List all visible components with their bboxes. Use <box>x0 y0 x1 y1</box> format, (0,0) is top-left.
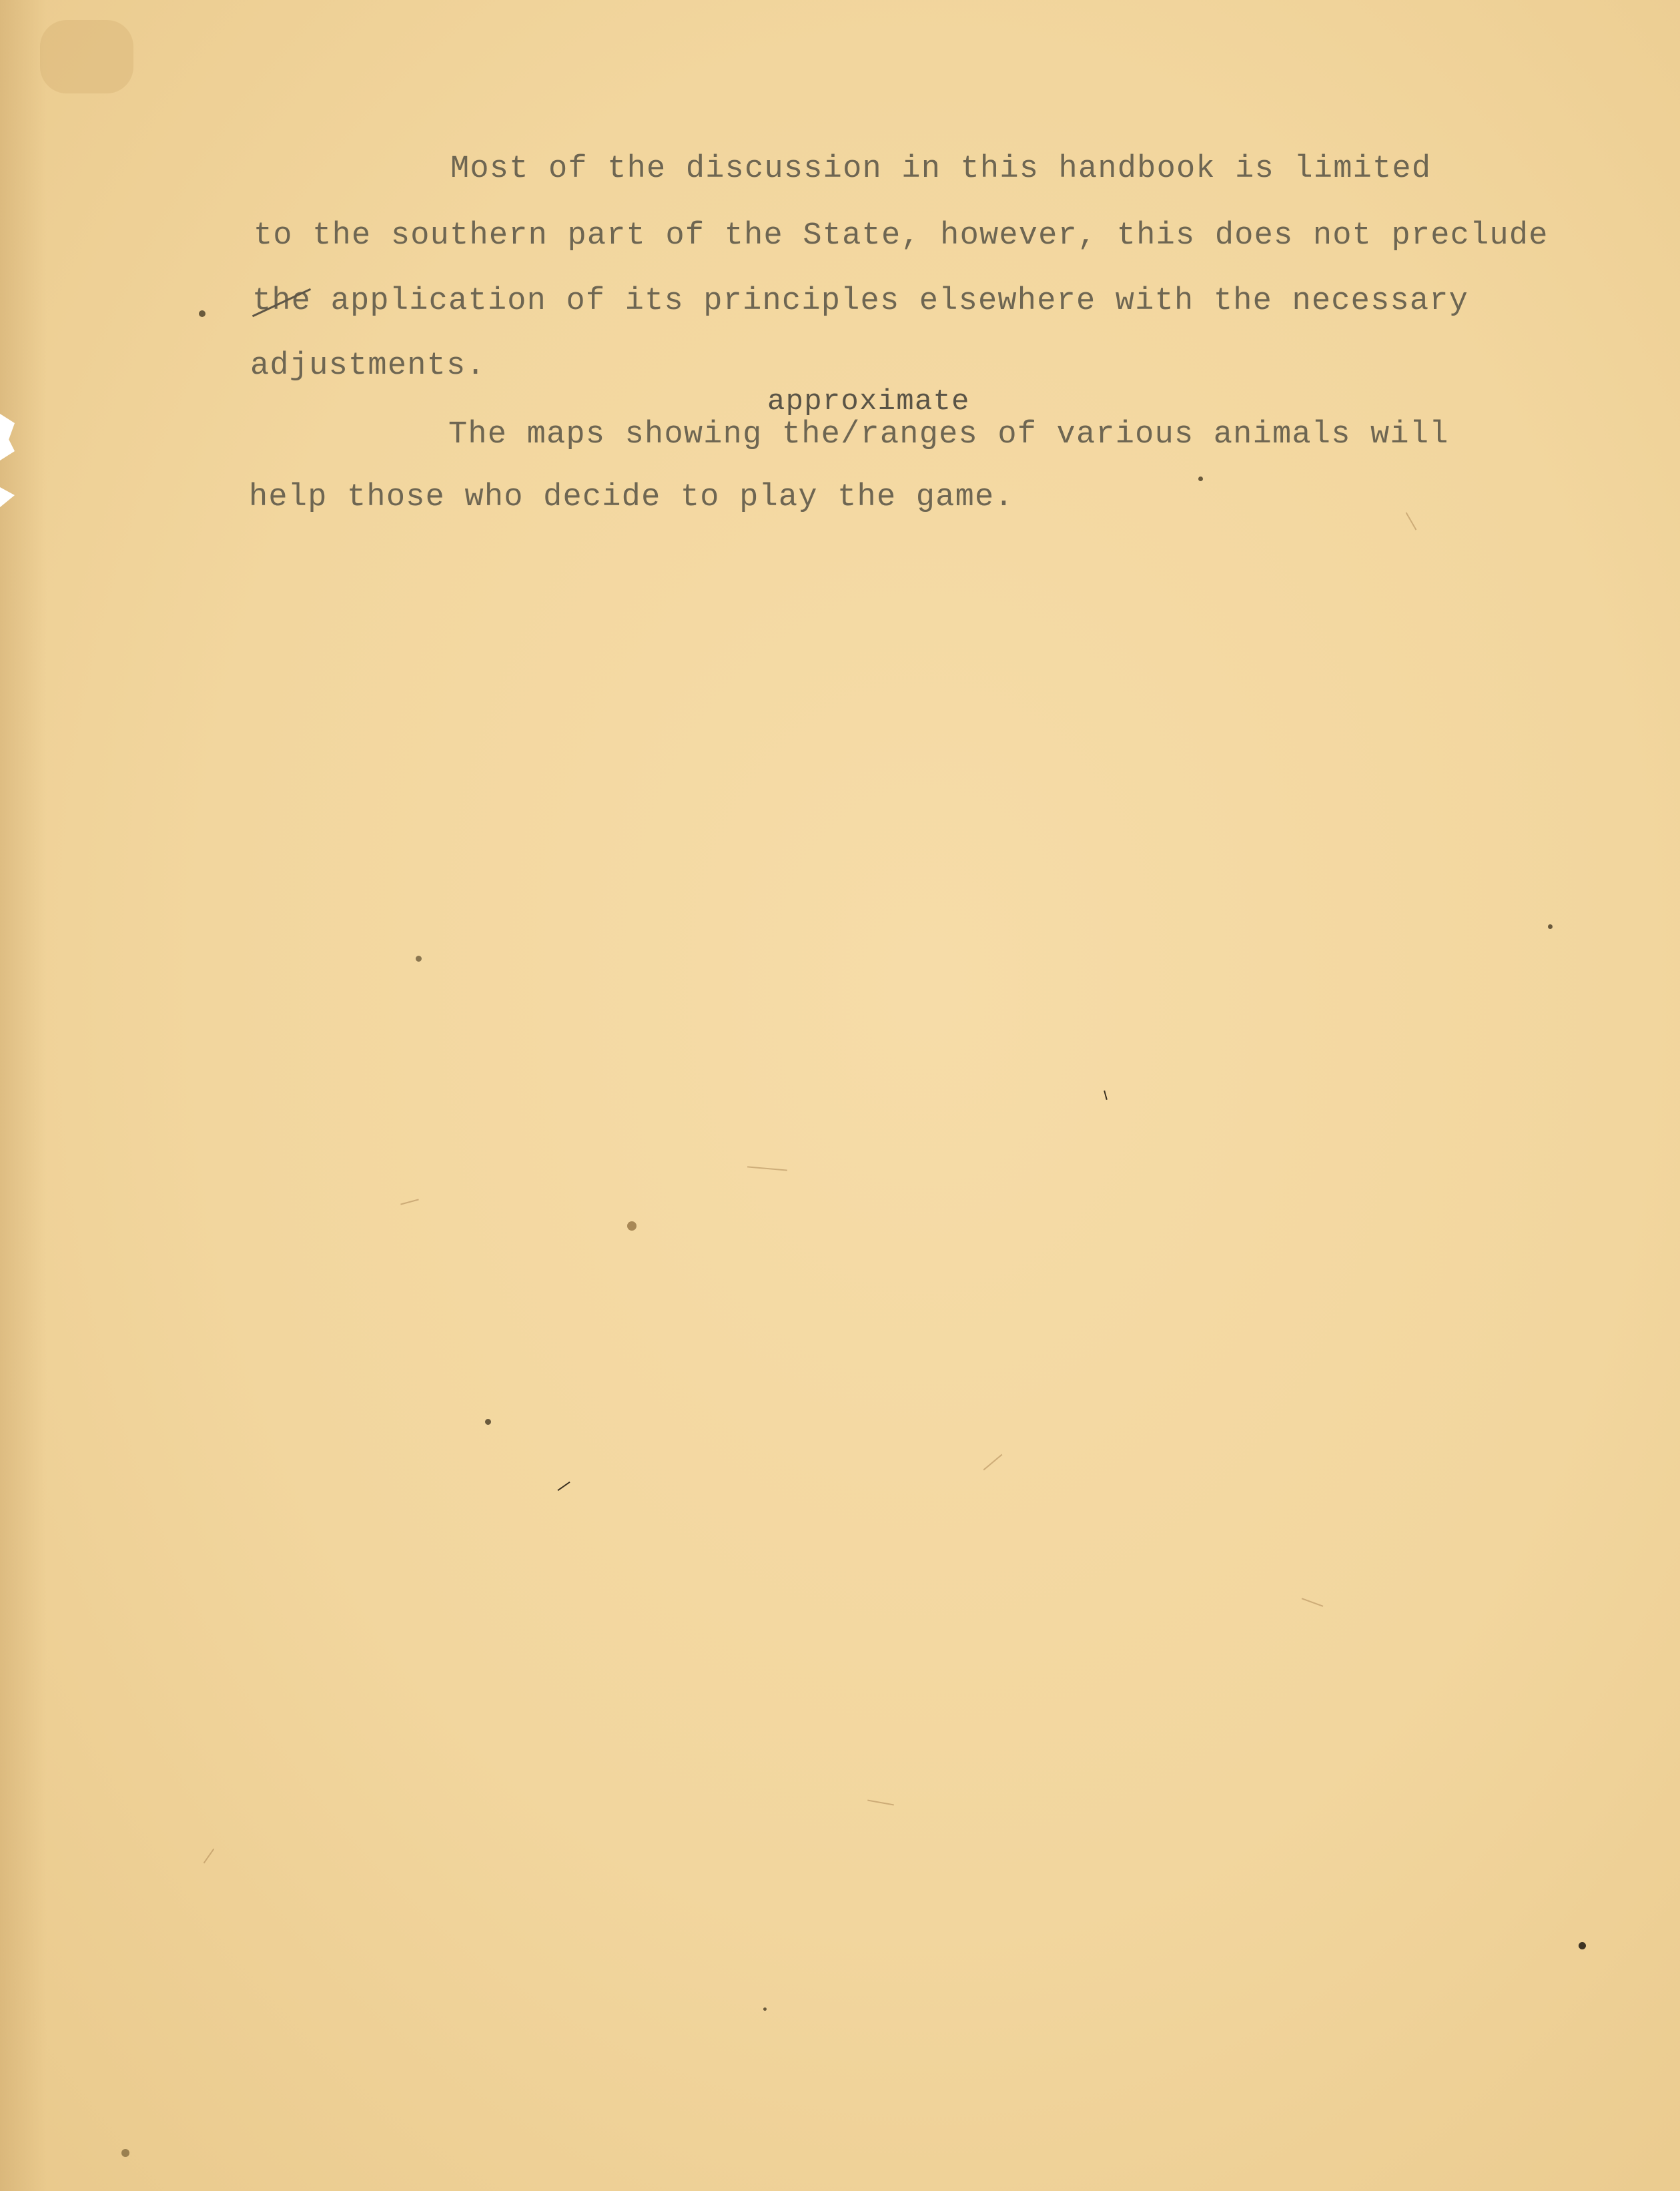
paper-speck <box>1579 1942 1586 1949</box>
paragraph-1-line-2: to the southern part of the State, however, this does not preclude <box>254 218 1549 254</box>
paper-fiber <box>1104 1090 1108 1100</box>
paper-speck <box>485 1419 491 1425</box>
paper-speck <box>763 2007 767 2011</box>
handwritten-insertion: approximate <box>767 385 970 418</box>
paper-fiber <box>1302 1598 1324 1607</box>
paper-fiber <box>1406 513 1417 531</box>
paper-edge-shading <box>0 0 47 2191</box>
paragraph-2-line-1: The maps showing the/ranges of various animals will <box>448 417 1449 452</box>
paper-speck <box>1548 924 1553 929</box>
struck-word: the <box>252 284 312 319</box>
paper-speck <box>416 956 422 962</box>
paper-stain <box>40 20 133 93</box>
paper-speck <box>199 310 205 317</box>
paper-fiber <box>400 1199 419 1205</box>
paper-fiber <box>557 1482 570 1491</box>
paragraph-1-line-3-text: application of its principles elsewhere with the necessary <box>311 284 1469 319</box>
paper-fiber <box>747 1166 787 1171</box>
paragraph-1-line-3 <box>252 286 1468 317</box>
paper-speck <box>121 2149 129 2157</box>
paragraph-1-line-1: Most of the discussion in this handbook is limited <box>450 151 1432 187</box>
paper-speck <box>627 1221 637 1231</box>
paragraph-2-line-2: help those who decide to play the game. <box>249 480 1014 515</box>
paper-fiber <box>983 1454 1003 1471</box>
paper-speck <box>1198 477 1203 481</box>
paper-fiber <box>203 1849 215 1863</box>
paper-fiber <box>867 1800 894 1806</box>
paragraph-1-line-4: adjustments. <box>250 348 486 384</box>
